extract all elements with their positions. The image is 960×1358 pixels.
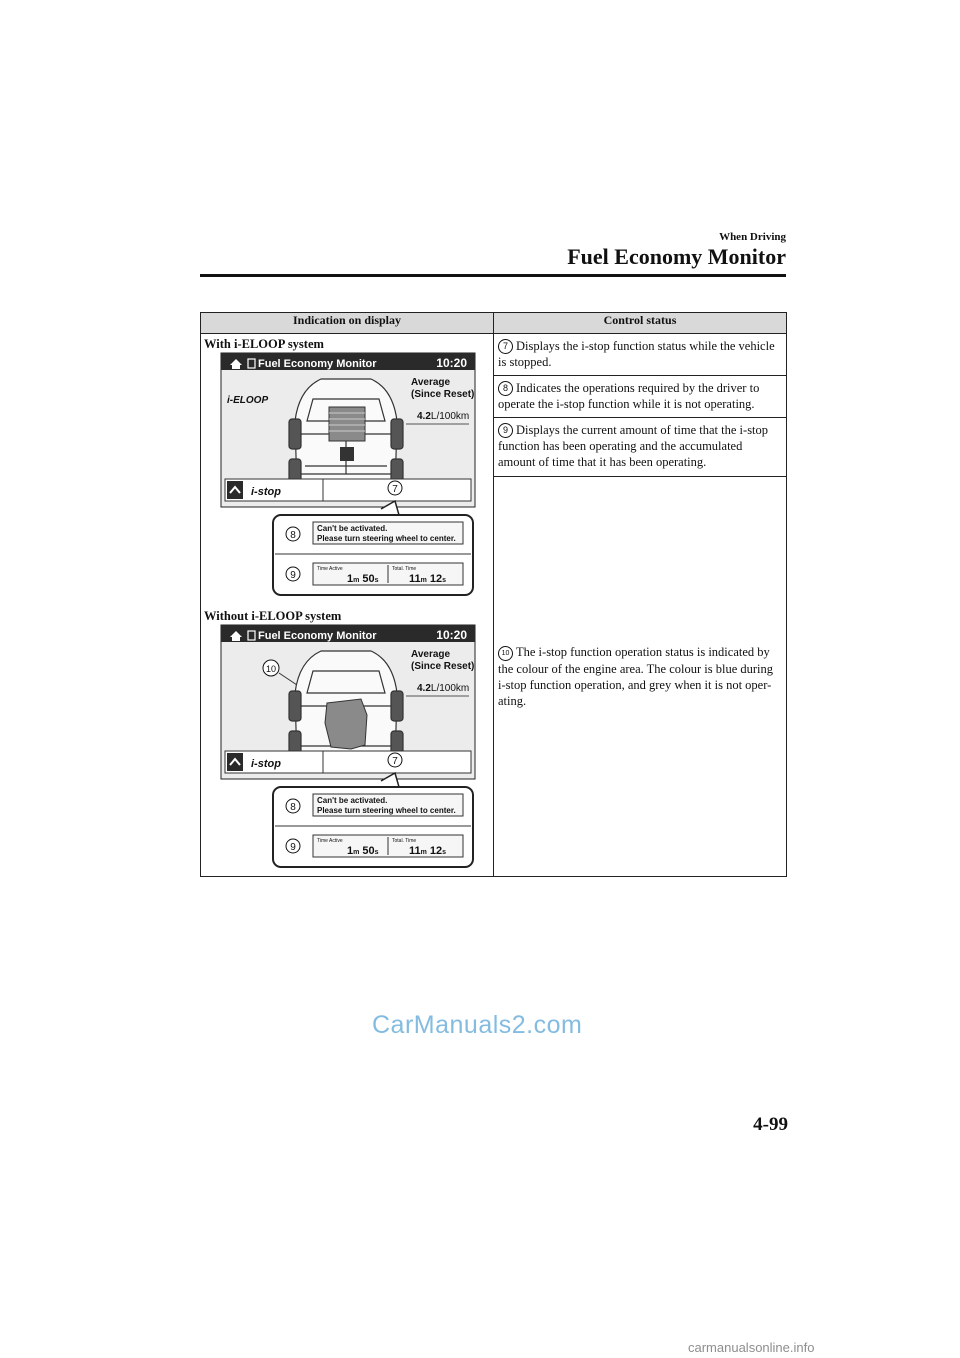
avg-line2: (Since Reset) xyxy=(411,389,475,400)
display-cell xyxy=(201,334,494,877)
avg-value: 4.2 xyxy=(417,411,431,422)
status-row-10 xyxy=(494,476,787,876)
screen-without-eloop xyxy=(221,625,475,779)
istop-label: i-stop xyxy=(251,758,281,770)
message-line1: Can't be activated. xyxy=(317,524,388,533)
svg-text:4.2L/100km xyxy=(417,411,469,422)
status-row-9 xyxy=(494,418,787,477)
marker-9: 9 xyxy=(290,570,296,581)
marker-9: 9 xyxy=(498,423,513,438)
col-header-status: Control status xyxy=(494,313,787,334)
marker-7: 7 xyxy=(392,484,398,495)
total-time-label: Total. Time xyxy=(392,566,417,572)
total-time-value: 11m 12s xyxy=(409,573,447,585)
time-active-label: Time Active xyxy=(317,838,343,844)
avg-value: 4.2 xyxy=(417,683,431,694)
marker-10: 10 xyxy=(498,646,513,661)
avg-line1: Average xyxy=(411,649,451,660)
marker-8: 8 xyxy=(290,802,296,813)
marker-8: 8 xyxy=(498,381,513,396)
page-title: Fuel Economy Monitor xyxy=(567,244,786,269)
avg-line1: Average xyxy=(411,377,451,388)
total-time-value: 11m 12s xyxy=(409,845,447,857)
marker-10: 10 xyxy=(265,664,277,674)
section-name: When Driving xyxy=(719,231,786,243)
total-time-label: Total. Time xyxy=(392,838,417,844)
engine-area xyxy=(325,699,367,749)
time-active-value: 1m 50s xyxy=(347,573,379,585)
with-eloop-figure xyxy=(201,351,491,601)
with-eloop-label: With i-ELOOP system xyxy=(204,337,324,351)
status-text-10: The i-stop function operation status is indicated by the colour of the engine area. The colour is blue during i-stop function operation, and grey when it is not oper-ating. xyxy=(498,644,774,708)
col-header-indication: Indication on display xyxy=(201,313,494,334)
info-table xyxy=(200,312,787,877)
marker-7: 7 xyxy=(498,339,513,354)
status-text-8: Indicates the operations required by the driver to operate the i-stop function while it is not operating. xyxy=(498,381,760,412)
avg-line2: (Since Reset) xyxy=(411,661,475,672)
header-rule xyxy=(200,274,786,277)
watermark-carmanuals2: CarManuals2.com xyxy=(372,1011,583,1039)
time-active-value: 1m 50s xyxy=(347,845,379,857)
message-line2: Please turn steering wheel to center. xyxy=(317,534,456,543)
without-eloop-label: Without i-ELOOP system xyxy=(204,609,342,623)
svg-text:4.2L/100km xyxy=(417,683,469,694)
status-text-7: Displays the i-stop function status while the vehicle is stopped. xyxy=(498,339,775,369)
watermark-carmanualsonline: carmanualsonline.info xyxy=(688,1340,815,1355)
avg-unit: L/100km xyxy=(430,683,470,694)
clock: 10:20 xyxy=(436,356,467,370)
marker-7: 7 xyxy=(392,756,398,767)
message-line2: Please turn steering wheel to center. xyxy=(317,806,456,815)
status-row-8 xyxy=(494,376,787,418)
avg-unit: L/100km xyxy=(430,411,470,422)
screen-title: Fuel Economy Monitor xyxy=(258,630,377,642)
status-row-7 xyxy=(494,334,787,376)
clock: 10:20 xyxy=(436,628,467,642)
marker-9: 9 xyxy=(290,842,296,853)
marker-8: 8 xyxy=(290,530,296,541)
time-active-label: Time Active xyxy=(317,566,343,572)
message-line1: Can't be activated. xyxy=(317,796,388,805)
eloop-label: i-ELOOP xyxy=(227,395,269,406)
screen-with-eloop xyxy=(221,353,475,507)
screen-title: Fuel Economy Monitor xyxy=(258,358,377,370)
status-text-9: Displays the current amount of time that the i-stop function has been operating and the accumulated amount of time that it has been operating. xyxy=(498,423,769,470)
istop-label: i-stop xyxy=(251,486,281,498)
without-eloop-figure xyxy=(201,623,491,871)
page-number: 4-99 xyxy=(753,1114,788,1135)
